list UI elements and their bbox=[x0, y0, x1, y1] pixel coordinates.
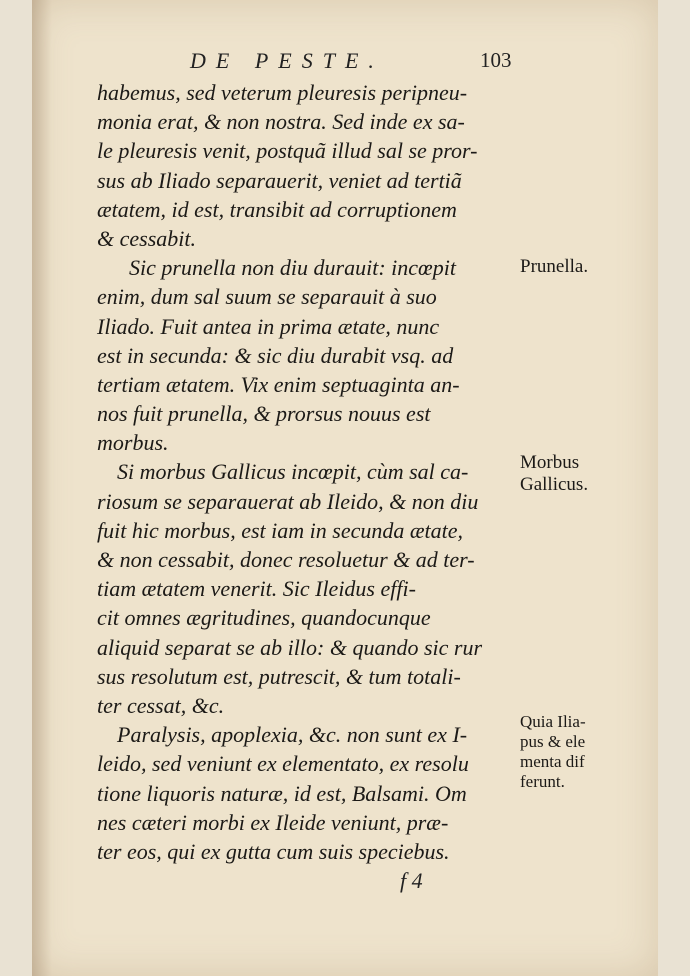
text-line: leido, sed veniunt ex elementato, ex resolu bbox=[97, 751, 469, 777]
text-line: Si morbus Gallicus incœpit, cùm sal ca- bbox=[117, 459, 469, 485]
text-line: tiam ætatem venerit. Sic Ileidus effi- bbox=[97, 576, 416, 602]
text-line: aliquid separat se ab illo: & quando sic rur bbox=[97, 634, 482, 660]
page-number: 103 bbox=[480, 48, 512, 72]
text-line: ter cessat, &c. bbox=[97, 692, 225, 718]
body-text bbox=[97, 78, 527, 866]
text-line: nes cæteri morbi ex Ileide veniunt, præ- bbox=[97, 809, 449, 835]
text-line: est in secunda: & sic diu durabit vsq. ad bbox=[97, 342, 454, 368]
text-line: nos fuit prunella, & prorsus nouus est bbox=[97, 401, 431, 427]
text-line: ætatem, id est, transibit ad corruptionem bbox=[97, 196, 457, 222]
text-line: Paralysis, apoplexia, &c. non sunt ex I- bbox=[117, 722, 468, 748]
text-line: sus ab Iliado separauerit, veniet ad tertiã bbox=[97, 167, 462, 193]
text-line: le pleuresis venit, postquã illud sal se pror- bbox=[97, 138, 478, 164]
marginal-line: ferunt. bbox=[520, 772, 565, 791]
text-line: & cessabit. bbox=[97, 225, 196, 251]
text-line: sus resolutum est, putrescit, & tum totali- bbox=[97, 663, 461, 689]
marginal-line: Quia Ilia- bbox=[520, 712, 586, 731]
marginal-line: Prunella. bbox=[520, 256, 589, 277]
text-line: Iliado. Fuit antea in prima ætate, nunc bbox=[97, 313, 440, 339]
text-line: morbus. bbox=[97, 430, 169, 456]
text-line: fuit hic morbus, est iam in secunda ætate, bbox=[97, 517, 464, 543]
text-line: monia erat, & non nostra. Sed inde ex sa- bbox=[97, 109, 465, 135]
marginal-line: menta dif bbox=[520, 752, 585, 771]
text-line: & non cessabit, donec resoluetur & ad ter- bbox=[97, 547, 475, 572]
text-line: tertiam ætatem. Vix enim septuaginta an- bbox=[97, 371, 460, 397]
text-line: ter eos, qui ex gutta cum suis speciebus. bbox=[97, 838, 450, 864]
signature-mark: f 4 bbox=[400, 868, 423, 893]
text-line: Sic prunella non diu durauit: incœpit bbox=[129, 255, 456, 281]
running-title: DE PESTE. bbox=[190, 48, 384, 73]
marginal-line: Morbus bbox=[520, 452, 580, 473]
text-line: cit omnes ægritudines, quandocunque bbox=[97, 605, 431, 631]
text-line: enim, dum sal suum se separauit à suo bbox=[97, 284, 437, 310]
marginal-line: Gallicus. bbox=[520, 474, 589, 495]
marginal-note-quia bbox=[520, 712, 630, 792]
gutter-shadow bbox=[32, 0, 52, 976]
marginal-note-prunella bbox=[520, 256, 630, 278]
text-line: habemus, sed veterum pleuresis peripneu- bbox=[97, 80, 468, 105]
text-line: tione liquoris naturæ, id est, Balsami. Om bbox=[97, 780, 467, 806]
marginal-line: pus & ele bbox=[520, 732, 586, 751]
text-line: riosum se separauerat ab Ileido, & non diu bbox=[97, 488, 479, 514]
marginal-note-morbus-gallicus bbox=[520, 452, 630, 496]
